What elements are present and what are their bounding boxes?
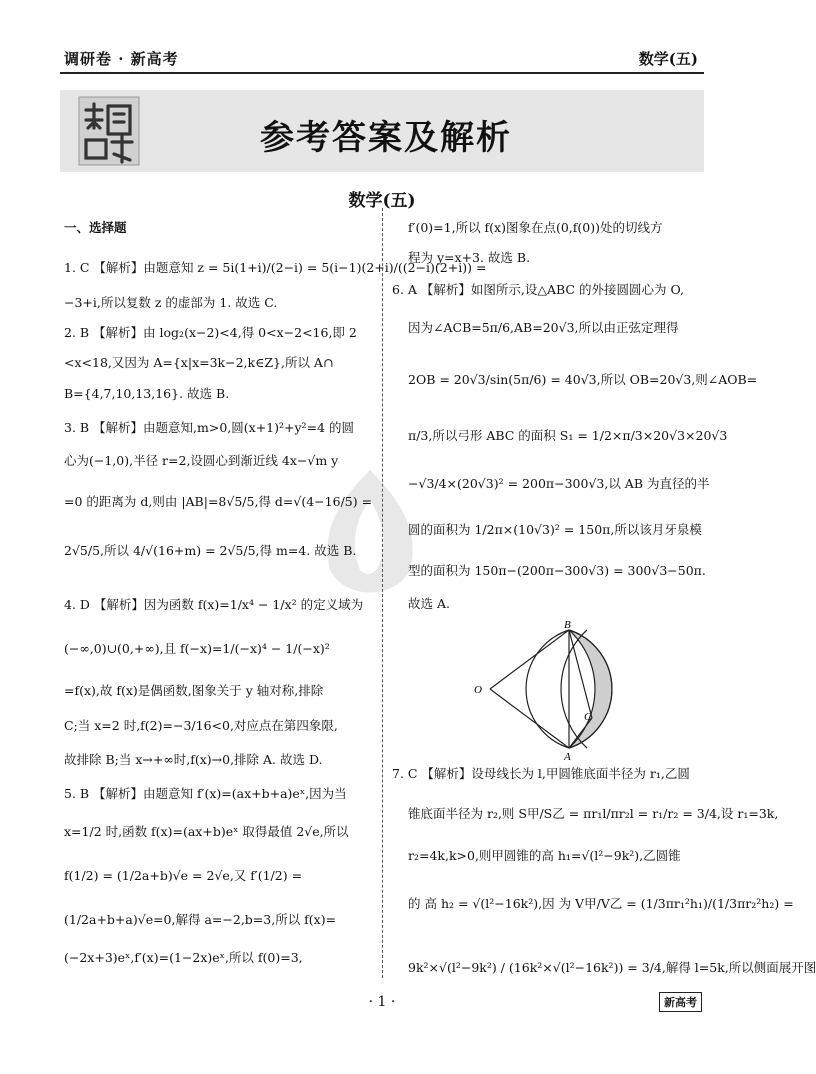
label-C: C xyxy=(584,711,592,723)
footer-badge: 新高考 xyxy=(659,992,702,1012)
text-line: 3. B 【解析】由题意知,m>0,圆(x+1)²+y²=4 的圆 xyxy=(64,420,354,435)
column-divider xyxy=(382,208,383,978)
label-O: O xyxy=(474,684,482,696)
text-line: B={4,7,10,13,16}. 故选 B. xyxy=(64,386,230,401)
text-line: 5. B 【解析】由题意知 f′(x)=(ax+b+a)eˣ,因为当 xyxy=(64,786,347,801)
text-line: 4. D 【解析】因为函数 f(x)=1/x⁴ − 1/x² 的定义域为 xyxy=(64,597,364,612)
text-line: 1. C 【解析】由题意知 z = 5i(1+i)/(2−i) = 5(i−1)(2+i)/((2−i)(2+i)) = xyxy=(64,260,487,275)
header-rule xyxy=(60,72,704,74)
text-line: 圆的面积为 1/2π×(10√3)² = 150π,所以该月牙泉模 xyxy=(408,522,702,537)
seal-logo xyxy=(78,96,140,166)
text-line: =0 的距离为 d,则由 |AB|=8√5/5,得 d=√(4−16/5) = xyxy=(64,494,373,509)
crescent-figure xyxy=(462,619,642,763)
text-line: 的 高 h₂ = √(l²−16k²),因 为 V甲/V乙 = (1/3πr₁²h₁)/(1/3πr₂²h₂) = xyxy=(408,896,794,911)
text-line: =f(x),故 f(x)是偶函数,图象关于 y 轴对称,排除 xyxy=(64,683,324,698)
text-line: f(1/2) = (1/2a+b)√e = 2√e,又 f′(1/2) = xyxy=(64,868,303,883)
text-line: 9k²×√(l²−9k²) / (16k²×√(l²−16k²)) = 3/4,解得 l=5k,所以侧面展开图 xyxy=(408,960,816,975)
text-line: π/3,所以弓形 ABC 的面积 S₁ = 1/2×π/3×20√3×20√3 xyxy=(408,428,728,443)
text-line: 2OB = 20√3/sin(5π/6) = 40√3,所以 OB=20√3,则∠AOB= xyxy=(408,372,758,387)
text-line: 2√5/5,所以 4/√(16+m) = 2√5/5,得 m=4. 故选 B. xyxy=(64,543,357,558)
text-line: 因为∠ACB=5π/6,AB=20√3,所以由正弦定理得 xyxy=(408,320,679,335)
label-A: A xyxy=(564,751,571,763)
header-right: 数学(五) xyxy=(638,50,698,68)
label-B: B xyxy=(564,619,571,631)
text-line: 锥底面半径为 r₂,则 S甲/S乙 = πr₁l/πr₂l = r₁/r₂ = 3/4,设 r₁=3k, xyxy=(408,806,779,821)
text-line: 程为 y=x+3. 故选 B. xyxy=(408,250,531,265)
text-line: (−∞,0)∪(0,+∞),且 f(−x)=1/(−x)⁴ − 1/(−x)² xyxy=(64,641,330,656)
text-line: 2. B 【解析】由 log₂(x−2)<4,得 0<x−2<16,即 2 xyxy=(64,325,357,340)
title-banner xyxy=(60,90,704,172)
text-line: 故选 A. xyxy=(408,596,450,611)
text-line: x=1/2 时,函数 f(x)=(ax+b)eˣ 取得最值 2√e,所以 xyxy=(64,824,349,839)
text-line: 型的面积为 150π−(200π−300√3) = 300√3−50π. xyxy=(408,563,706,578)
text-line: −3+i,所以复数 z 的虚部为 1. 故选 C. xyxy=(64,295,278,310)
section-heading: 一、选择题 xyxy=(64,220,127,235)
text-line: <x<18,又因为 A={x|x=3k−2,k∈Z},所以 A∩ xyxy=(64,355,334,370)
text-line: 6. A 【解析】如图所示,设△ABC 的外接圆圆心为 O, xyxy=(392,282,684,297)
page-title: 参考答案及解析 xyxy=(260,118,512,158)
header-left: 调研卷 · 新高考 xyxy=(64,50,179,68)
subject-heading: 数学(五) xyxy=(348,191,416,211)
text-line: 7. C 【解析】设母线长为 l,甲圆锥底面半径为 r₁,乙圆 xyxy=(392,766,690,781)
text-line: f′(0)=1,所以 f(x)图象在点(0,f(0))处的切线方 xyxy=(408,220,663,235)
page-number: · 1 · xyxy=(368,994,396,1010)
text-line: C;当 x=2 时,f(2)=−3/16<0,对应点在第四象限, xyxy=(64,718,338,733)
text-line: 心为(−1,0),半径 r=2,设圆心到渐近线 4x−√m y xyxy=(64,453,339,468)
text-line: r₂=4k,k>0,则甲圆锥的高 h₁=√(l²−9k²),乙圆锥 xyxy=(408,848,681,863)
text-line: −√3/4×(20√3)² = 200π−300√3,以 AB 为直径的半 xyxy=(408,476,710,491)
text-line: (−2x+3)eˣ,f′(x)=(1−2x)eˣ,所以 f(0)=3, xyxy=(64,950,303,965)
text-line: (1/2a+b+a)√e=0,解得 a=−2,b=3,所以 f(x)= xyxy=(64,912,337,927)
text-line: 故排除 B;当 x→+∞时,f(x)→0,排除 A. 故选 D. xyxy=(64,752,323,767)
